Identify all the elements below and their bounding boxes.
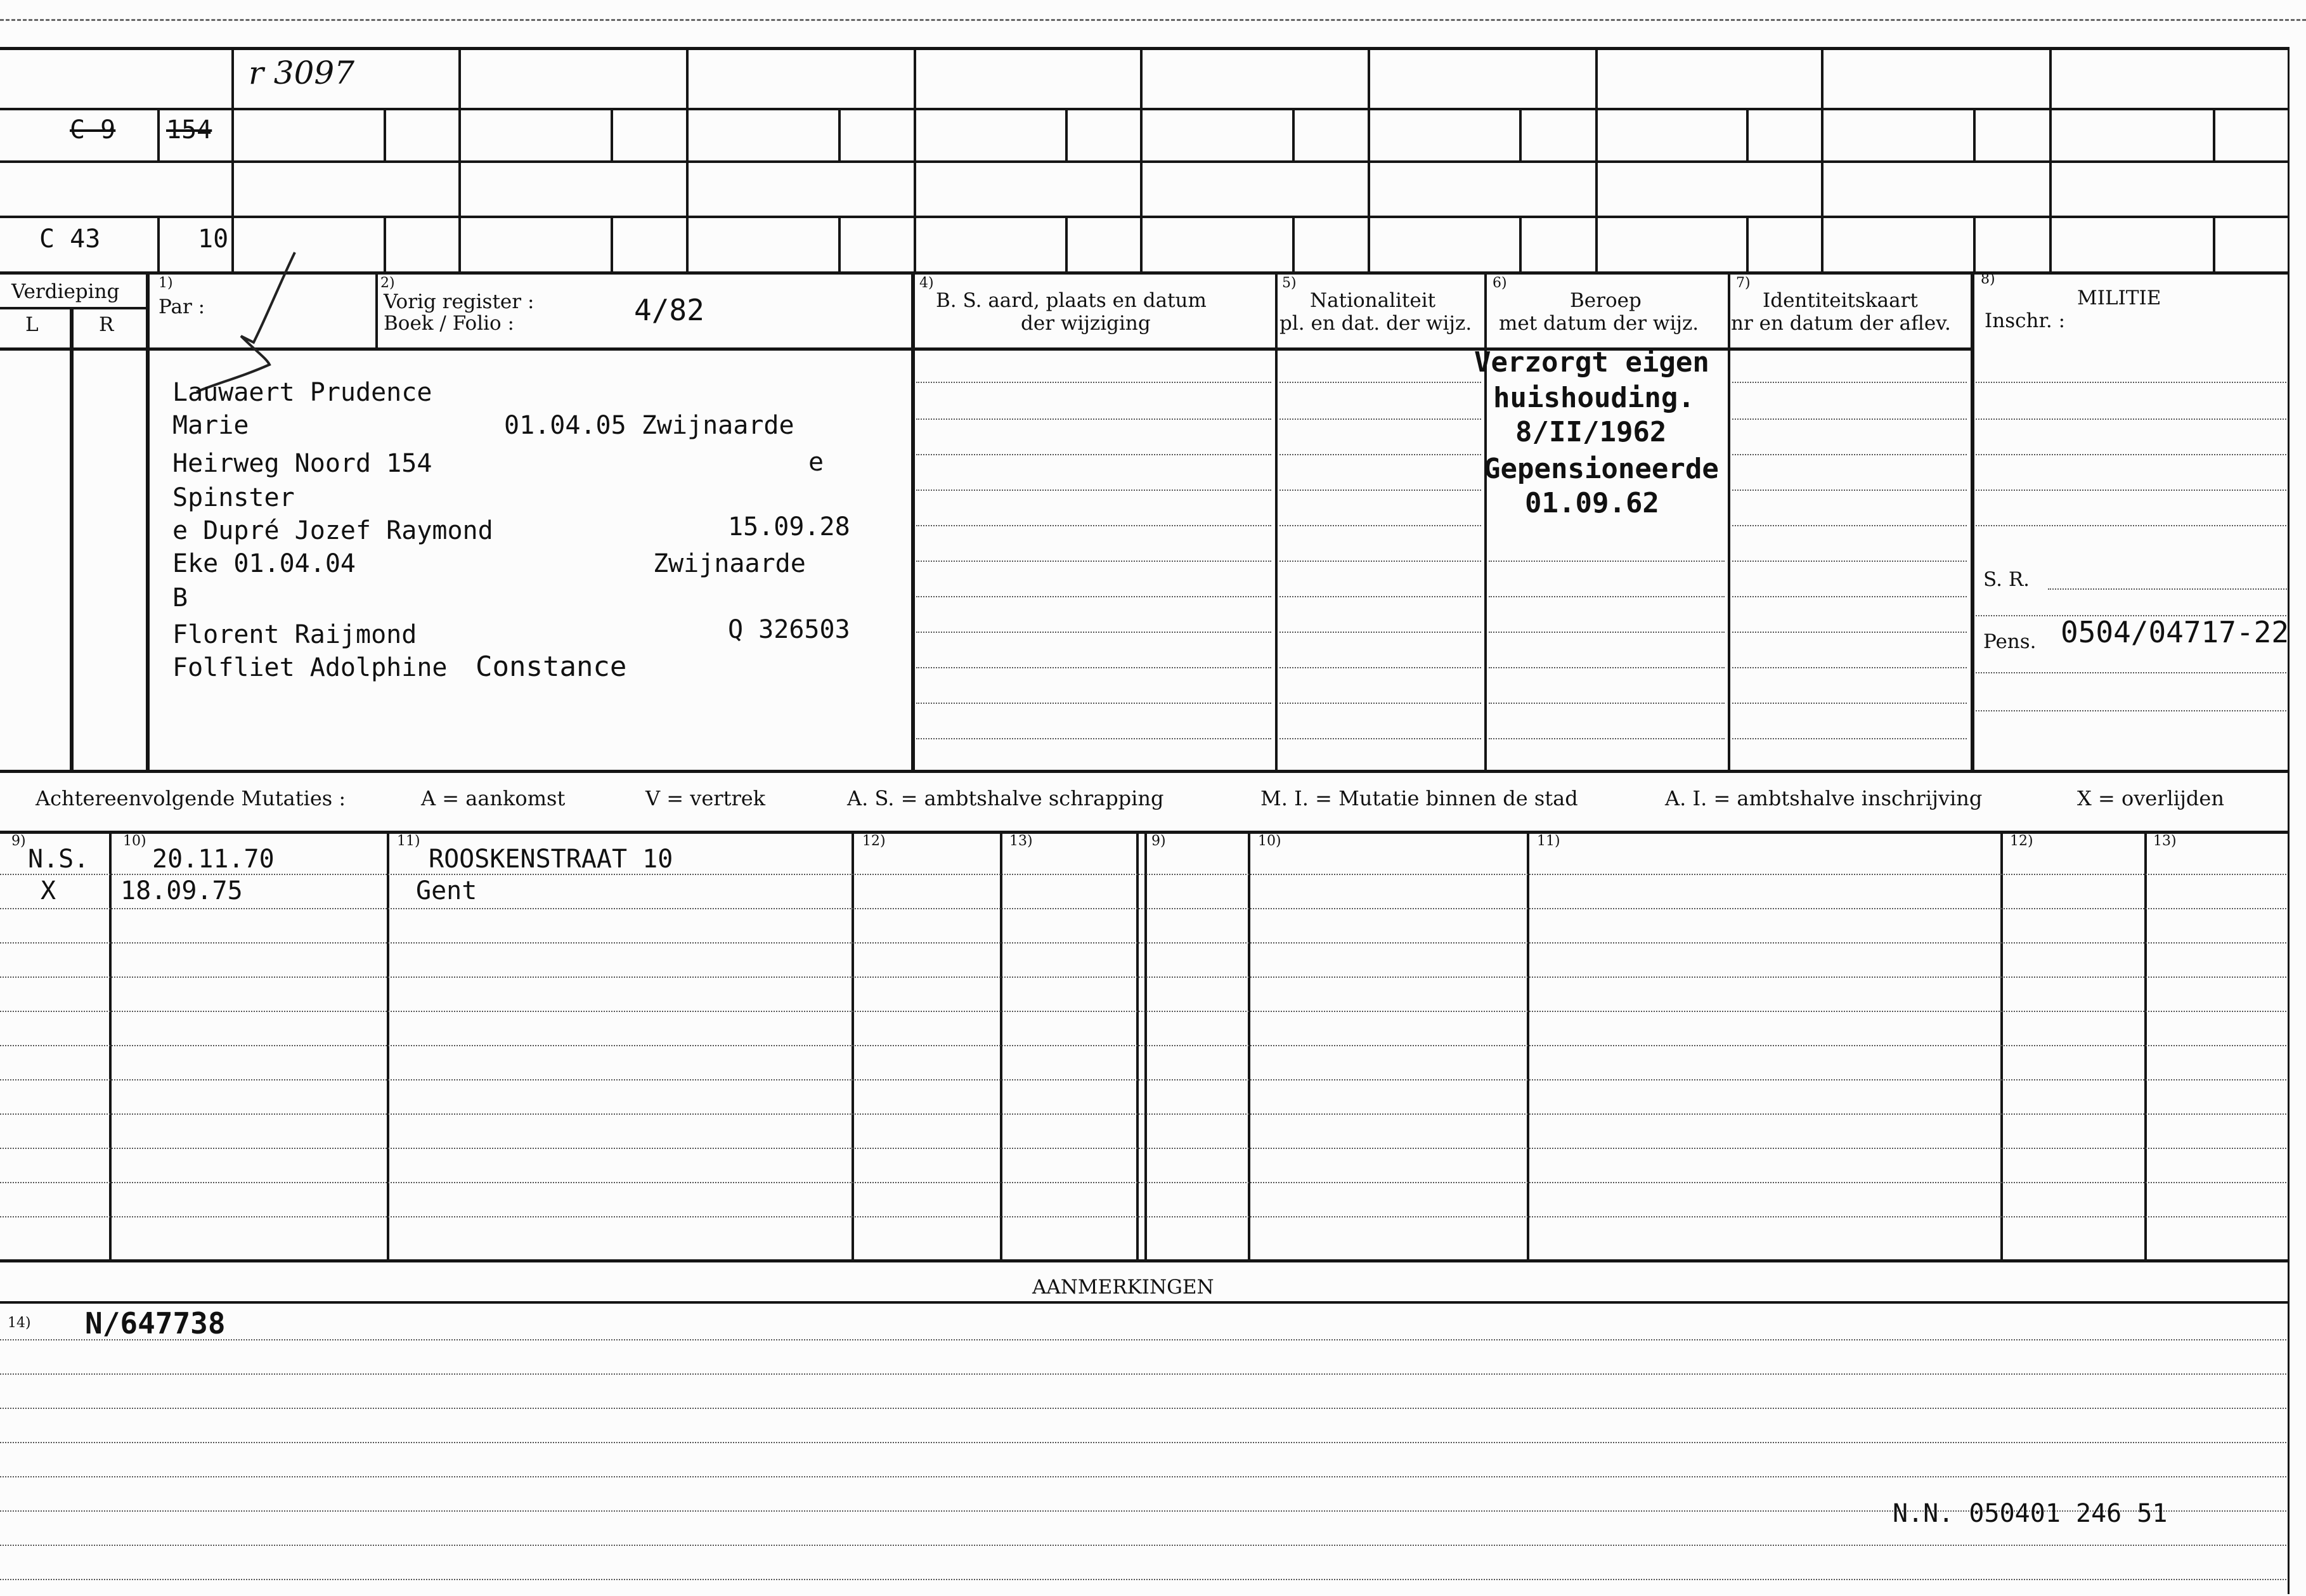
person-address: Heirweg Noord 154 <box>172 449 432 478</box>
col-10-number-right: 10) <box>1258 833 1281 849</box>
col-l-label: L <box>25 313 39 336</box>
col-9-number-right: 9) <box>1151 833 1166 849</box>
field-number-14: 14) <box>8 1315 31 1331</box>
right-edge <box>2288 47 2290 1594</box>
legend-mutatie: M. I. = Mutatie binnen de stad <box>1260 786 1578 810</box>
person-marriage-date: 15.09.28 <box>728 512 850 542</box>
legend-vertrek: V = vertrek <box>645 786 766 810</box>
col-12-number: 12) <box>862 833 886 849</box>
identiteitskaart-label-1: Identiteitskaart <box>1763 289 1918 312</box>
person-mother-name: Constance <box>476 651 627 683</box>
person-mother: Folfliet Adolphine <box>172 653 448 682</box>
beroep-label-2: met datum der wijz. <box>1499 312 1699 335</box>
sr-label: S. R. <box>1983 568 2030 591</box>
register-code: C 43 <box>39 224 101 254</box>
person-spouse-birth: Eke 01.04.04 <box>172 549 356 578</box>
mutation-place: Gent <box>416 876 477 905</box>
militie-label: MILITIE <box>2077 287 2161 309</box>
pens-value: 0504/04717-22 <box>2061 615 2290 649</box>
beroep-label-1: Beroep <box>1570 289 1642 312</box>
legend-aankomst: A = aankomst <box>421 786 566 810</box>
mutation-code: N.S. <box>28 845 89 874</box>
top-edge <box>0 19 2306 21</box>
beroep-stamp-line-5: 01.09.62 <box>1525 487 1659 519</box>
beroep-stamp-line-4: Gepensioneerde <box>1484 453 1719 485</box>
field-number-6: 6) <box>1493 275 1507 291</box>
person-spouse-place: Zwijnaarde <box>653 549 806 578</box>
bs-label-1: B. S. aard, plaats en datum <box>936 289 1207 312</box>
field-number-1: 1) <box>159 275 173 291</box>
mutation-date: 20.11.70 <box>152 845 275 874</box>
verdieping-label: Verdieping <box>11 280 120 303</box>
col-r-label: R <box>99 313 114 336</box>
legend-overlijden: X = overlijden <box>2077 786 2224 810</box>
col-11-number: 11) <box>397 833 420 849</box>
person-name: Lauwaert Prudence <box>172 378 432 407</box>
col-13-number-right: 13) <box>2153 833 2177 849</box>
legend-title: Achtereenvolgende Mutaties : <box>36 786 346 810</box>
boek-folio-label: Boek / Folio : <box>384 312 514 335</box>
pens-label: Pens. <box>1983 630 2037 653</box>
struck-code: C 9 <box>70 115 116 145</box>
mutation-date: 18.09.75 <box>120 876 243 905</box>
col-9-number: 9) <box>11 833 26 849</box>
col-12-number-right: 12) <box>2010 833 2033 849</box>
mutation-code: X <box>41 876 56 905</box>
legend-inschrijving: A. I. = ambtshalve inschrijving <box>1665 786 1983 810</box>
person-spouse: e Dupré Jozef Raymond <box>172 516 493 545</box>
handwritten-number: r 3097 <box>249 55 355 91</box>
register-number: 10 <box>198 224 229 254</box>
field-number-2: 2) <box>380 275 395 291</box>
person-birth: 01.04.05 Zwijnaarde <box>504 411 794 440</box>
person-address-mark: e <box>808 448 824 477</box>
vorig-register-label: Vorig register : <box>384 290 534 313</box>
boek-folio-value: 4/82 <box>634 293 704 327</box>
col-10-number: 10) <box>123 833 146 849</box>
col-11-number-right: 11) <box>1537 833 1560 849</box>
person-occupation: Spinster <box>172 483 295 512</box>
inschrijving-label: Inschr. : <box>1985 309 2066 332</box>
person-given-name: Marie <box>172 411 249 440</box>
par-checkmark <box>190 247 304 393</box>
person-father: Florent Raijmond <box>172 620 417 649</box>
nationaliteit-label-1: Nationaliteit <box>1310 289 1436 312</box>
nationaliteit-label-2: pl. en dat. der wijz. <box>1279 312 1472 335</box>
national-number: N.N. 050401 246 51 <box>1893 1499 2168 1528</box>
beroep-stamp-line-2: huishouding. <box>1493 382 1695 414</box>
field-number-8: 8) <box>1981 271 1995 287</box>
remarks-title: AANMERKINGEN <box>1032 1276 1214 1299</box>
beroep-stamp-line-1: Verzorgt eigen <box>1474 346 1709 379</box>
field-number-7: 7) <box>1736 275 1751 291</box>
bs-label-2: der wijziging <box>1021 312 1151 335</box>
mutation-place: ROOSKENSTRAAT 10 <box>429 845 673 874</box>
person-b: B <box>172 583 188 613</box>
legend-schrapping: A. S. = ambtshalve schrapping <box>847 786 1164 810</box>
beroep-stamp-line-3: 8/II/1962 <box>1515 416 1667 448</box>
field-number-4: 4) <box>919 275 934 291</box>
remarks-value: N/647738 <box>85 1306 226 1340</box>
par-label: Par : <box>159 295 205 318</box>
col-13-number: 13) <box>1009 833 1033 849</box>
field-number-5: 5) <box>1282 275 1297 291</box>
struck-number: 154 <box>166 115 212 145</box>
identiteitskaart-label-2: nr en datum der aflev. <box>1731 312 1951 335</box>
person-q-number: Q 326503 <box>728 615 850 644</box>
